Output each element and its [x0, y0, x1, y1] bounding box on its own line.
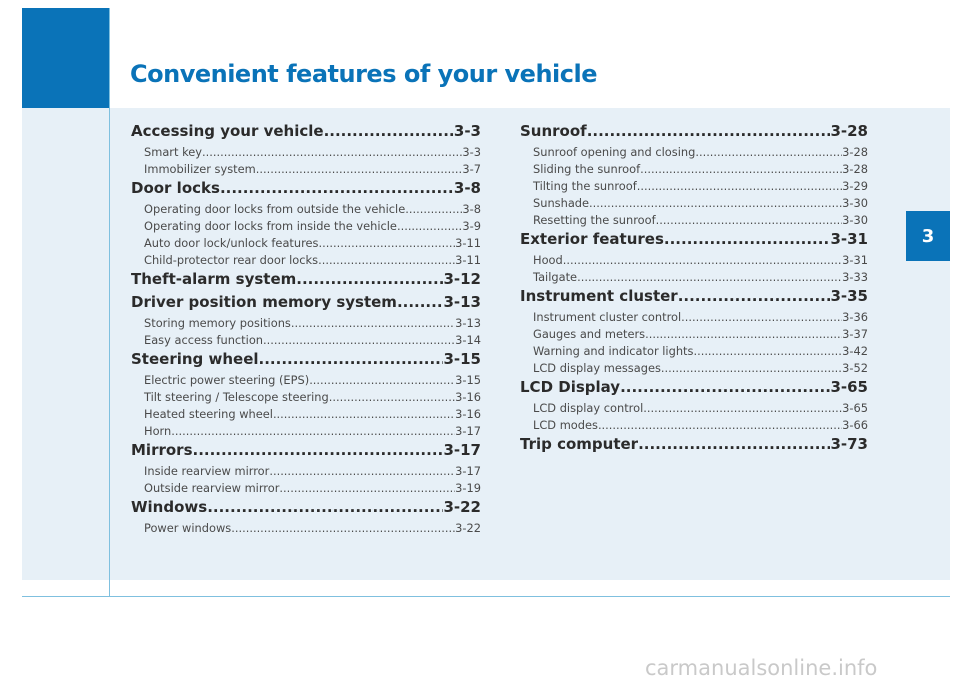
toc-entry-label: Child-protector rear door locks: [144, 253, 319, 267]
dot-leader: [193, 441, 444, 459]
toc-entry-label: Accessing your vehicle: [131, 122, 324, 140]
dot-leader: [664, 230, 831, 248]
dot-leader: [291, 316, 455, 330]
toc-subsection-entry[interactable]: [131, 521, 481, 538]
toc-entry-page: 3-22: [443, 498, 481, 516]
toc-entry-page: 3-65: [842, 401, 868, 415]
dot-leader: [577, 270, 842, 284]
toc-subsection-entry[interactable]: [131, 481, 481, 498]
dot-leader: [263, 333, 455, 347]
toc-entry-page: 3-13: [455, 316, 481, 330]
chapter-tab[interactable]: [906, 211, 950, 261]
header-color-block: [22, 8, 109, 108]
toc-section-entry[interactable]: [131, 179, 481, 202]
toc-subsection-entry[interactable]: [520, 145, 868, 162]
toc-section-entry[interactable]: [131, 122, 481, 145]
dot-leader: [656, 213, 843, 227]
dot-leader: [681, 310, 842, 324]
toc-entry-page: 3-66: [842, 418, 868, 432]
toc-entry-label: LCD Display: [520, 378, 621, 396]
toc-section-entry[interactable]: [131, 293, 481, 316]
toc-subsection-entry[interactable]: [520, 179, 868, 196]
toc-entry-page: 3-73: [830, 435, 868, 453]
dot-leader: [620, 378, 830, 396]
toc-subsection-entry[interactable]: [131, 236, 481, 253]
dot-leader: [269, 464, 455, 478]
toc-entry-page: 3-33: [842, 270, 868, 284]
toc-subsection-entry[interactable]: [520, 344, 868, 361]
toc-subsection-entry[interactable]: [520, 361, 868, 378]
toc-section-entry[interactable]: [131, 270, 481, 293]
toc-entry-page: 3-7: [462, 162, 481, 176]
chapter-number: 3: [921, 225, 935, 247]
toc-subsection-entry[interactable]: [520, 418, 868, 435]
toc-section-entry[interactable]: [131, 441, 481, 464]
toc-entry-label: Mirrors: [131, 441, 193, 459]
toc-entry-page: 3-28: [842, 162, 868, 176]
toc-entry-page: 3-31: [842, 253, 868, 267]
toc-entry-label: Tilting the sunroof: [533, 179, 637, 193]
dot-leader: [598, 418, 842, 432]
toc-section-entry[interactable]: [131, 350, 481, 373]
dot-leader: [640, 162, 842, 176]
toc-subsection-entry[interactable]: [131, 253, 481, 270]
toc-entry-label: LCD display control: [533, 401, 644, 415]
toc-entry-label: Door locks: [131, 179, 220, 197]
toc-subsection-entry[interactable]: [131, 145, 481, 162]
toc-section-entry[interactable]: [520, 287, 868, 310]
toc-entry-page: 3-8: [462, 202, 481, 216]
toc-entry-page: 3-15: [443, 350, 481, 368]
toc-entry-label: Immobilizer system: [144, 162, 256, 176]
toc-subsection-entry[interactable]: [131, 202, 481, 219]
toc-subsection-entry[interactable]: [131, 373, 481, 390]
dot-leader: [318, 253, 455, 267]
toc-entry-label: Inside rearview mirror: [144, 464, 270, 478]
toc-subsection-entry[interactable]: [131, 219, 481, 236]
toc-entry-page: 3-17: [455, 464, 481, 478]
dot-leader: [259, 350, 444, 368]
toc-entry-page: 3-28: [842, 145, 868, 159]
dot-leader: [171, 424, 455, 438]
dot-leader: [273, 407, 455, 421]
toc-entry-page: 3-14: [455, 333, 481, 347]
toc-subsection-entry[interactable]: [520, 310, 868, 327]
vertical-rule: [109, 8, 110, 596]
toc-entry-page: 3-19: [455, 481, 481, 495]
toc-entry-page: 3-30: [842, 196, 868, 210]
toc-section-entry[interactable]: [520, 122, 868, 145]
toc-entry-label: Smart key: [144, 145, 203, 159]
toc-subsection-entry[interactable]: [131, 316, 481, 333]
dot-leader: [397, 293, 444, 311]
toc-entry-label: Instrument cluster control: [533, 310, 682, 324]
dot-leader: [589, 196, 842, 210]
toc-entry-page: 3-9: [462, 219, 481, 233]
toc-entry-page: 3-36: [842, 310, 868, 324]
dot-leader: [220, 179, 454, 197]
dot-leader: [643, 401, 842, 415]
toc-entry-page: 3-22: [455, 521, 481, 535]
toc-section-entry[interactable]: [131, 498, 481, 521]
toc-section-entry[interactable]: [520, 230, 868, 253]
page-title: Convenient features of your vehicle: [130, 60, 597, 88]
toc-entry-label: Steering wheel: [131, 350, 259, 368]
toc-subsection-entry[interactable]: [131, 333, 481, 350]
toc-column-left: [131, 122, 481, 538]
toc-entry-page: 3-17: [443, 441, 481, 459]
toc-entry-page: 3-52: [842, 361, 868, 375]
toc-subsection-entry[interactable]: [520, 270, 868, 287]
toc-entry-page: 3-29: [842, 179, 868, 193]
toc-subsection-entry[interactable]: [131, 407, 481, 424]
toc-entry-label: LCD modes: [533, 418, 598, 432]
toc-entry-page: 3-15: [455, 373, 481, 387]
toc-subsection-entry[interactable]: [520, 327, 868, 344]
dot-leader: [695, 145, 842, 159]
dot-leader: [678, 287, 831, 305]
dot-leader: [645, 327, 842, 341]
toc-entry-page: 3-65: [830, 378, 868, 396]
toc-entry-label: Power windows: [144, 521, 232, 535]
dot-leader: [318, 236, 455, 250]
toc-entry-label: Windows: [131, 498, 208, 516]
dot-leader: [693, 344, 842, 358]
toc-entry-label: Hood: [533, 253, 563, 267]
toc-entry-label: Electric power steering (EPS): [144, 373, 310, 387]
toc-entry-page: 3-11: [455, 253, 481, 267]
dot-leader: [329, 390, 455, 404]
toc-entry-page: 3-16: [455, 407, 481, 421]
toc-subsection-entry[interactable]: [131, 162, 481, 179]
toc-subsection-entry[interactable]: [520, 401, 868, 418]
dot-leader: [324, 122, 454, 140]
toc-subsection-entry[interactable]: [520, 253, 868, 270]
dot-leader: [637, 179, 842, 193]
toc-entry-label: Sunshade: [533, 196, 590, 210]
toc-entry-page: 3-31: [830, 230, 868, 248]
dot-leader: [661, 361, 842, 375]
toc-subsection-entry[interactable]: [131, 424, 481, 441]
toc-entry-label: Sunroof: [520, 122, 587, 140]
dot-leader: [279, 481, 455, 495]
toc-entry-label: Instrument cluster: [520, 287, 678, 305]
toc-entry-label: Theft-alarm system: [131, 270, 297, 288]
dot-leader: [309, 373, 455, 387]
toc-entry-page: 3-35: [830, 287, 868, 305]
toc-entry-label: Heated steering wheel: [144, 407, 273, 421]
toc-entry-label: Warning and indicator lights: [533, 344, 694, 358]
toc-subsection-entry[interactable]: [131, 464, 481, 481]
toc-entry-page: 3-3: [453, 122, 481, 140]
toc-entry-label: Tailgate: [533, 270, 578, 284]
dot-leader: [587, 122, 831, 140]
dot-leader: [397, 219, 462, 233]
toc-column-right: [520, 122, 868, 458]
toc-entry-page: 3-30: [842, 213, 868, 227]
toc-subsection-entry[interactable]: [131, 390, 481, 407]
toc-subsection-entry[interactable]: [520, 196, 868, 213]
toc-subsection-entry[interactable]: [520, 162, 868, 179]
toc-entry-label: Outside rearview mirror: [144, 481, 280, 495]
toc-entry-page: 3-3: [462, 145, 481, 159]
toc-entry-label: Easy access function: [144, 333, 264, 347]
dot-leader: [638, 435, 830, 453]
toc-entry-label: Sunroof opening and closing: [533, 145, 696, 159]
dot-leader: [405, 202, 462, 216]
toc-section-entry[interactable]: [520, 435, 868, 458]
toc-entry-page: 3-37: [842, 327, 868, 341]
toc-entry-page: 3-28: [830, 122, 868, 140]
toc-entry-label: Trip computer: [520, 435, 639, 453]
toc-entry-label: Driver position memory system: [131, 293, 397, 311]
toc-entry-page: 3-13: [443, 293, 481, 311]
watermark: carmanualsonline.info: [645, 656, 878, 680]
toc-entry-label: Storing memory positions: [144, 316, 291, 330]
toc-entry-page: 3-42: [842, 344, 868, 358]
toc-entry-label: Gauges and meters: [533, 327, 646, 341]
dot-leader: [202, 145, 462, 159]
dot-leader: [296, 270, 443, 288]
toc-entry-label: Horn: [144, 424, 172, 438]
toc-entry-label: Operating door locks from inside the vehicle: [144, 219, 397, 233]
toc-entry-page: 3-11: [455, 236, 481, 250]
toc-subsection-entry[interactable]: [520, 213, 868, 230]
toc-entry-label: Tilt steering / Telescope steering: [144, 390, 329, 404]
footer-rule: [22, 596, 950, 597]
toc-entry-page: 3-17: [455, 424, 481, 438]
toc-section-entry[interactable]: [520, 378, 868, 401]
dot-leader: [231, 521, 455, 535]
toc-entry-page: 3-8: [453, 179, 481, 197]
toc-entry-page: 3-12: [443, 270, 481, 288]
dot-leader: [563, 253, 842, 267]
toc-entry-label: Operating door locks from outside the vehicle: [144, 202, 406, 216]
toc-entry-label: Exterior features: [520, 230, 664, 248]
dot-leader: [207, 498, 443, 516]
toc-entry-label: LCD display messages: [533, 361, 661, 375]
dot-leader: [256, 162, 463, 176]
toc-entry-label: Resetting the sunroof: [533, 213, 656, 227]
toc-entry-page: 3-16: [455, 390, 481, 404]
toc-entry-label: Auto door lock/unlock features: [144, 236, 319, 250]
toc-entry-label: Sliding the sunroof: [533, 162, 641, 176]
